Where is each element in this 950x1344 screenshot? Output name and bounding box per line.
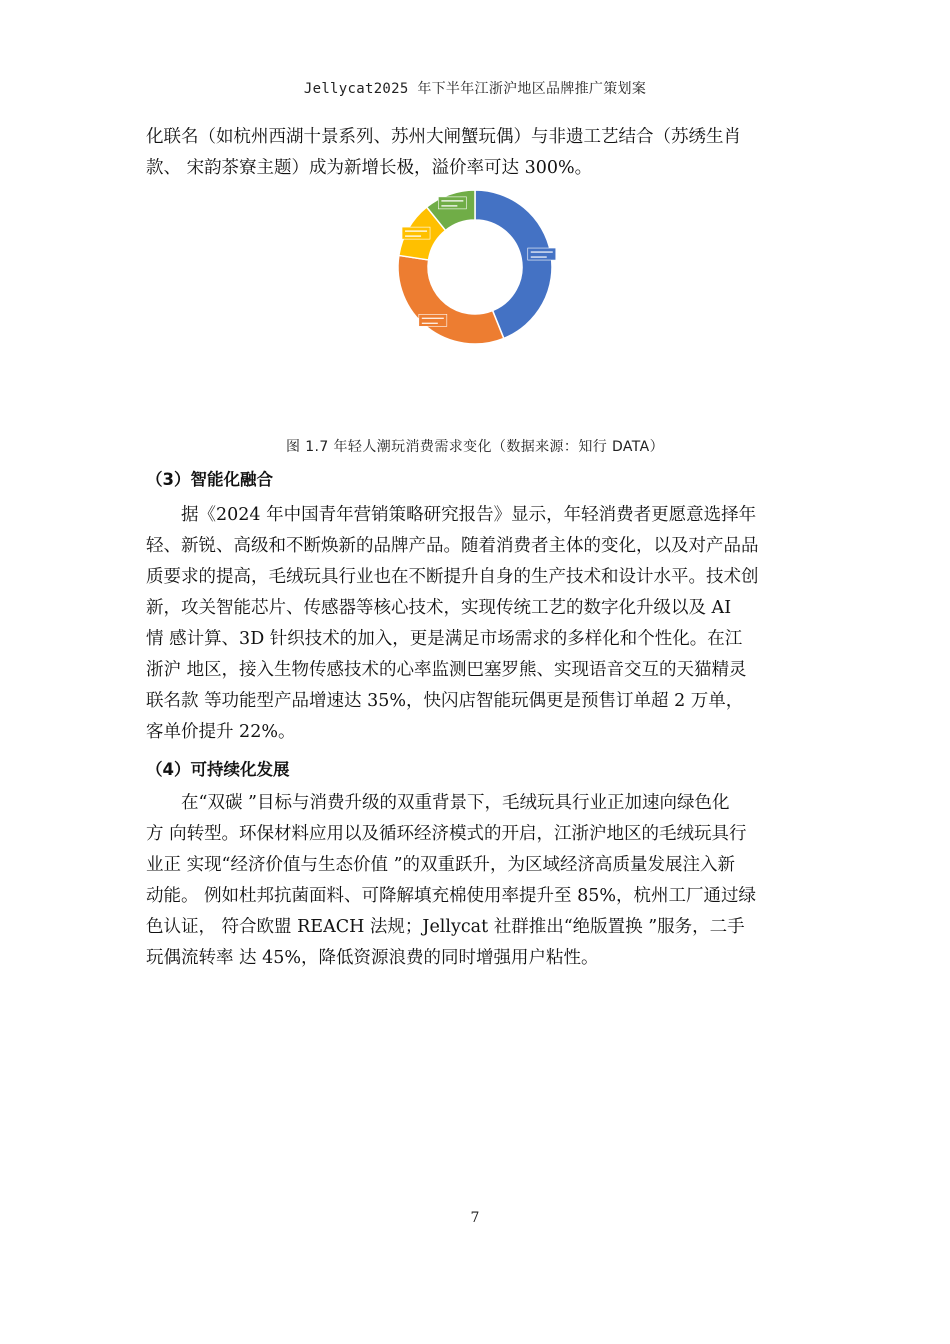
donut-slice-label-box-1 bbox=[419, 314, 447, 326]
figure-caption: 图 1.7 年轻人潮玩消费需求变化（数据来源：知行 DATA） bbox=[285, 439, 665, 455]
donut-slice-1 bbox=[398, 255, 504, 344]
section3-line: 情 感计算、3D 针织技术的加入，更是满足市场需求的多样化和个性化。在江 bbox=[146, 629, 743, 649]
section4-line: 方 向转型。环保材料应用以及循环经济模式的开启，江浙沪地区的毛绒玩具行 bbox=[146, 824, 747, 844]
section4-line: 在“双碳 ”目标与消费升级的双重背景下，毛绒玩具行业正加速向绿色化 bbox=[181, 793, 730, 813]
donut-chart-svg bbox=[360, 170, 590, 370]
section3-paragraph bbox=[146, 500, 814, 748]
section3-line: 轻、新锐、高级和不断焕新的品牌产品。随着消费者主体的变化，以及对产品品 bbox=[146, 536, 759, 556]
section4-paragraph bbox=[146, 788, 814, 974]
donut-slice-label-box-3 bbox=[438, 197, 466, 209]
donut-slice-label-box-2 bbox=[402, 227, 430, 239]
intro-line: 化联名（如杭州西湖十景系列、苏州大闸蟹玩偶）与非遗工艺结合（苏绣生肖 bbox=[146, 127, 741, 147]
section4-line: 业正 实现“经济价值与生态价值 ”的双重跃升，为区域经济高质量发展注入新 bbox=[146, 855, 736, 875]
section3-line: 据《2024 年中国青年营销策略研究报告》显示，年轻消费者更愿意选择年 bbox=[181, 505, 757, 525]
section4-line: 玩偶流转率 达 45%，降低资源浪费的同时增强用户粘性。 bbox=[146, 948, 599, 968]
section3-line: 质要求的提高，毛绒玩具行业也在不断提升自身的生产技术和设计水平。技术创 bbox=[146, 567, 759, 587]
donut-chart bbox=[360, 170, 590, 370]
section3-heading: （3）智能化融合 bbox=[146, 470, 273, 489]
section3-line: 客单价提升 22%。 bbox=[146, 722, 296, 742]
section3-line: 新，攻关智能芯片、传感器等核心技术，实现传统工艺的数字化升级以及 AI bbox=[146, 598, 732, 618]
intro-line: 款、 宋韵茶寮主题）成为新增长极，溢价率可达 300%。 bbox=[146, 158, 593, 178]
section4-line: 色认证， 符合欧盟 REACH 法规；Jellycat 社群推出“绝版置换 ”服务，二手 bbox=[146, 917, 745, 937]
section3-line: 浙沪 地区，接入生物传感技术的心率监测巴塞罗熊、实现语音交互的天猫精灵 bbox=[146, 660, 747, 680]
page-number: 7 bbox=[470, 1210, 480, 1226]
donut-slice-label-box-0 bbox=[528, 248, 556, 260]
section4-heading: （4）可持续化发展 bbox=[146, 760, 290, 779]
page-header: Jellycat2025 年下半年江浙沪地区品牌推广策划案 bbox=[303, 81, 647, 97]
section4-line: 动能。 例如杜邦抗菌面料、可降解填充棉使用率提升至 85%，杭州工厂通过绿 bbox=[146, 886, 757, 906]
section3-line: 联名款 等功能型产品增速达 35%，快闪店智能玩偶更是预售订单超 2 万单， bbox=[146, 691, 744, 711]
